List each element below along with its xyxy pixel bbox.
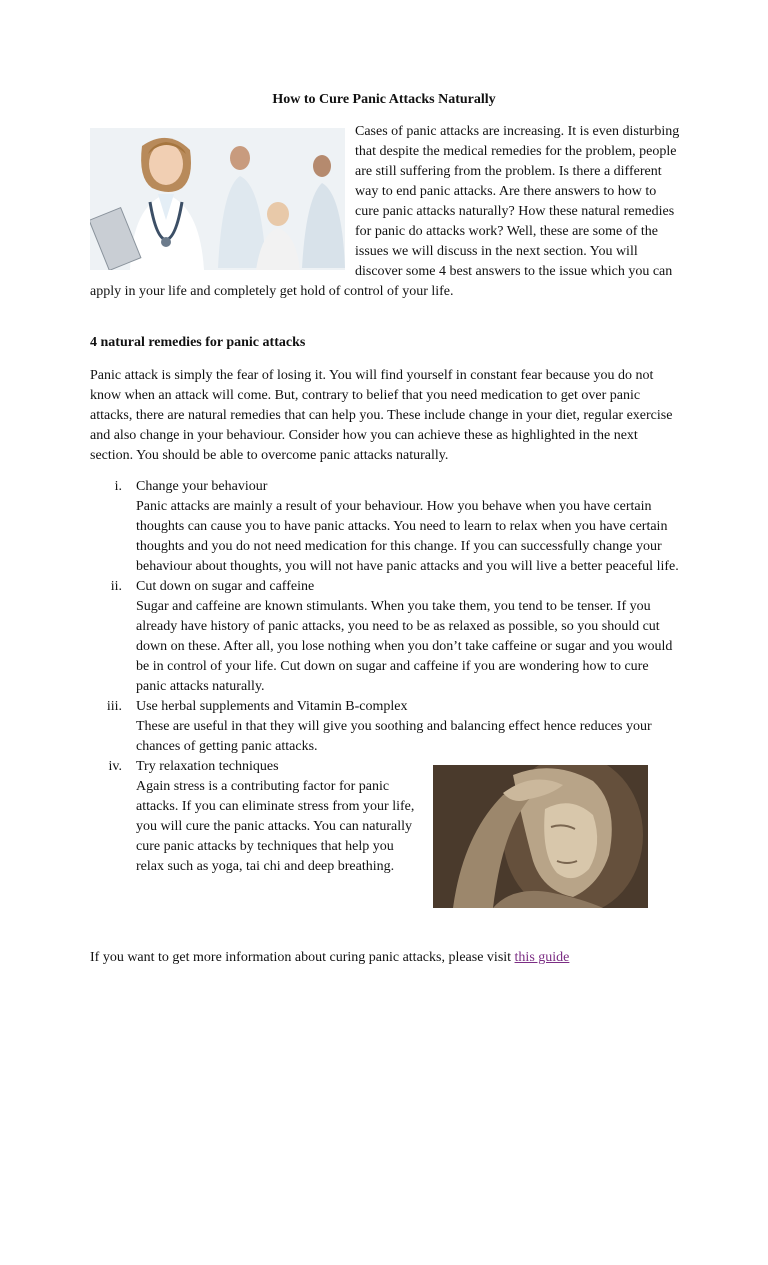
body-paragraph: Panic attack is simply the fear of losing it. You will find yourself in constant fear because you do not know when an attack will come. But, contrary to belief that you need medication to get over panic attacks, there are natural remedies that can help you. These include change in your diet, regular exercise and also change in your behaviour. Consider how you can achieve these as highlighted in the next section. You should be able to overcome panic attacks naturally. xyxy=(90,368,673,463)
list-item-title: Use herbal supplements and Vitamin B-complex xyxy=(136,699,408,714)
list-item xyxy=(90,577,682,697)
guide-link[interactable]: this guide xyxy=(514,950,570,965)
list-item-body: Panic attacks are mainly a result of your behaviour. How you behave when you have certain thoughts can cause you to have panic attacks. You need to learn to relax when you have certain thoughts and you do not need medication for this change. If you can successfully change your behaviour about thoughts, you will not have panic attacks and you will live a better peaceful life. xyxy=(136,499,679,574)
list-item-title: Cut down on sugar and caffeine xyxy=(136,579,315,594)
list-item-body: These are useful in that they will give you soothing and balancing effect hence reduces your chances of getting panic attacks. xyxy=(136,719,652,754)
doctor-photo-illustration xyxy=(90,128,345,270)
list-item-title: Try relaxation techniques xyxy=(136,759,279,774)
list-item-number: i. xyxy=(114,479,122,494)
intro-section xyxy=(90,122,680,302)
list-item-body: Sugar and caffeine are known stimulants. When you take them, you tend to be tenser. If you already have history of panic attacks, you need to be as relaxed as possible, so you should cut down on these. After all, you lose nothing when you don’t take caffeine or sugar and you would be in control of your life. Cut down on sugar and caffeine if you are wondering how to cure panic attacks naturally. xyxy=(136,599,673,694)
list-item-number: iii. xyxy=(106,699,122,714)
list-item-title: Change your behaviour xyxy=(136,479,268,494)
list-item xyxy=(90,477,682,577)
doctor-photo xyxy=(90,128,345,270)
footer-paragraph xyxy=(90,948,690,968)
section-heading: 4 natural remedies for panic attacks xyxy=(90,335,306,350)
intro-paragraph: Cases of panic attacks are increasing. It is even disturbing that despite the medical remedies for the problem, people are still suffering from the problem. Is there a different way to end panic attacks. Are there answers to how to cure panic attacks naturally? How these natural remedies for panic do attacks work? Well, these are some of the issues we will discuss in the next section. You will discover some 4 best answers to the issue which you can apply in your life and completely get hold of control of your life. xyxy=(90,124,680,299)
list-item-body: Again stress is a contributing factor for panic attacks. If you can eliminate stress from your life, you will cure the panic attacks. You can naturally cure panic attacks by techniques that help you relax such as yoga, tai chi and deep breathing. xyxy=(136,779,415,874)
document-title: How to Cure Panic Attacks Naturally xyxy=(272,92,496,107)
angel-statue-photo xyxy=(433,765,648,908)
list-item-number: iv. xyxy=(108,759,122,774)
footer-text: If you want to get more information about curing panic attacks, please visit xyxy=(90,950,515,965)
list-item-number: ii. xyxy=(110,579,122,594)
angel-statue-illustration xyxy=(433,765,648,908)
list-item xyxy=(90,697,682,757)
